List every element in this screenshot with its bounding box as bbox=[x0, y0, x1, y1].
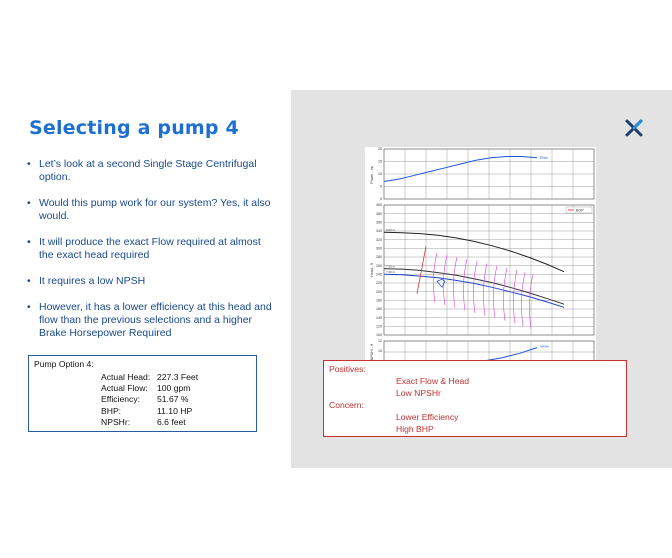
spec-row bbox=[101, 394, 198, 405]
head-tick-label: 300 bbox=[376, 246, 382, 251]
head-axis-label: Head - ft bbox=[370, 263, 374, 277]
evaluation-box bbox=[323, 360, 627, 437]
bullet-item: • Would this pump work for our system? Yes, it also would. bbox=[27, 197, 272, 223]
head-tick-label: 280 bbox=[376, 255, 382, 260]
concern-item: High BHP bbox=[396, 424, 434, 434]
head-tick-label: 200 bbox=[376, 289, 382, 294]
head-tick-label: 120 bbox=[376, 324, 382, 329]
slide bbox=[0, 90, 672, 468]
impeller-label: 9.00 in bbox=[386, 228, 396, 233]
power-tick-label: 0 bbox=[380, 197, 382, 202]
head-tick-label: 220 bbox=[376, 281, 382, 286]
spec-value: 11.10 HP bbox=[157, 405, 193, 416]
impeller-label: 7.50 in bbox=[386, 264, 396, 269]
head-tick-label: 320 bbox=[376, 237, 382, 242]
spec-value: 51.67 % bbox=[157, 394, 189, 405]
bullet-item: • It will produce the exact Flow required at almost the exact head required bbox=[27, 236, 272, 262]
spec-value: 100 gpm bbox=[157, 383, 191, 394]
concern-label: Concern: bbox=[329, 400, 364, 410]
power-series-label: Rhm bbox=[540, 155, 548, 160]
pump-option-box bbox=[28, 355, 257, 432]
pump-option-heading: Pump Option 4: bbox=[34, 359, 94, 369]
npsh-axis-label: NPSHr - ft bbox=[370, 343, 374, 361]
slide-title: Selecting a pump 4 bbox=[29, 117, 239, 139]
npsh-tick-label: 10 bbox=[378, 349, 382, 354]
power-tick-label: 20 bbox=[378, 147, 382, 152]
power-tick-label: 5 bbox=[380, 184, 382, 189]
head-tick-label: 340 bbox=[376, 229, 382, 234]
legend-label: BOP bbox=[576, 208, 584, 213]
npsh-tick-label: 12 bbox=[378, 339, 382, 344]
concern-item: Lower Efficiency bbox=[396, 412, 459, 422]
bullet-list bbox=[27, 158, 272, 353]
spec-label: Actual Flow: bbox=[101, 383, 148, 394]
spec-row bbox=[101, 372, 198, 383]
spec-label: NPSHr: bbox=[101, 416, 131, 427]
power-axis-label: Power - hp bbox=[370, 166, 374, 184]
head-tick-label: 240 bbox=[376, 272, 382, 277]
head-tick-label: 260 bbox=[376, 263, 382, 268]
head-tick-label: 360 bbox=[376, 220, 382, 225]
bullet-item: • Let’s look at a second Single Stage Centrifugal option. bbox=[27, 158, 272, 184]
impeller-label: 7.00 in bbox=[386, 270, 396, 275]
spec-label: Actual Head: bbox=[101, 372, 151, 382]
head-tick-label: 140 bbox=[376, 315, 382, 320]
spec-row bbox=[101, 417, 198, 428]
head-tick-label: 180 bbox=[376, 298, 382, 303]
spec-row bbox=[101, 406, 198, 417]
head-tick-label: 400 bbox=[376, 203, 382, 208]
spec-value: 6.6 feet bbox=[157, 416, 186, 427]
spec-row bbox=[101, 383, 198, 394]
power-tick-label: 15 bbox=[378, 159, 382, 164]
power-tick-label: 10 bbox=[378, 172, 382, 177]
spec-value: 227.3 Feet bbox=[157, 372, 199, 382]
spec-label: Efficiency: bbox=[101, 394, 141, 405]
bullet-item: • It requires a low NPSH bbox=[27, 275, 272, 288]
head-tick-label: 380 bbox=[376, 211, 382, 216]
positive-item: Low NPSHr bbox=[396, 388, 441, 398]
spec-label: BHP: bbox=[101, 405, 122, 416]
bullet-item: • However, it has a lower efficiency at this head and flow than the previous selections and a higher Brake Horsepower Required bbox=[27, 301, 272, 340]
x-logo-icon bbox=[624, 118, 644, 138]
pump-spec-list bbox=[101, 372, 198, 428]
head-tick-label: 100 bbox=[376, 333, 382, 338]
pump-curve-chart bbox=[365, 147, 596, 363]
head-tick-label: 160 bbox=[376, 307, 382, 312]
positives-label: Positives: bbox=[329, 364, 366, 374]
positive-item: Exact Flow & Head bbox=[396, 376, 470, 386]
npsh-series-label: NPSHr bbox=[540, 344, 550, 349]
